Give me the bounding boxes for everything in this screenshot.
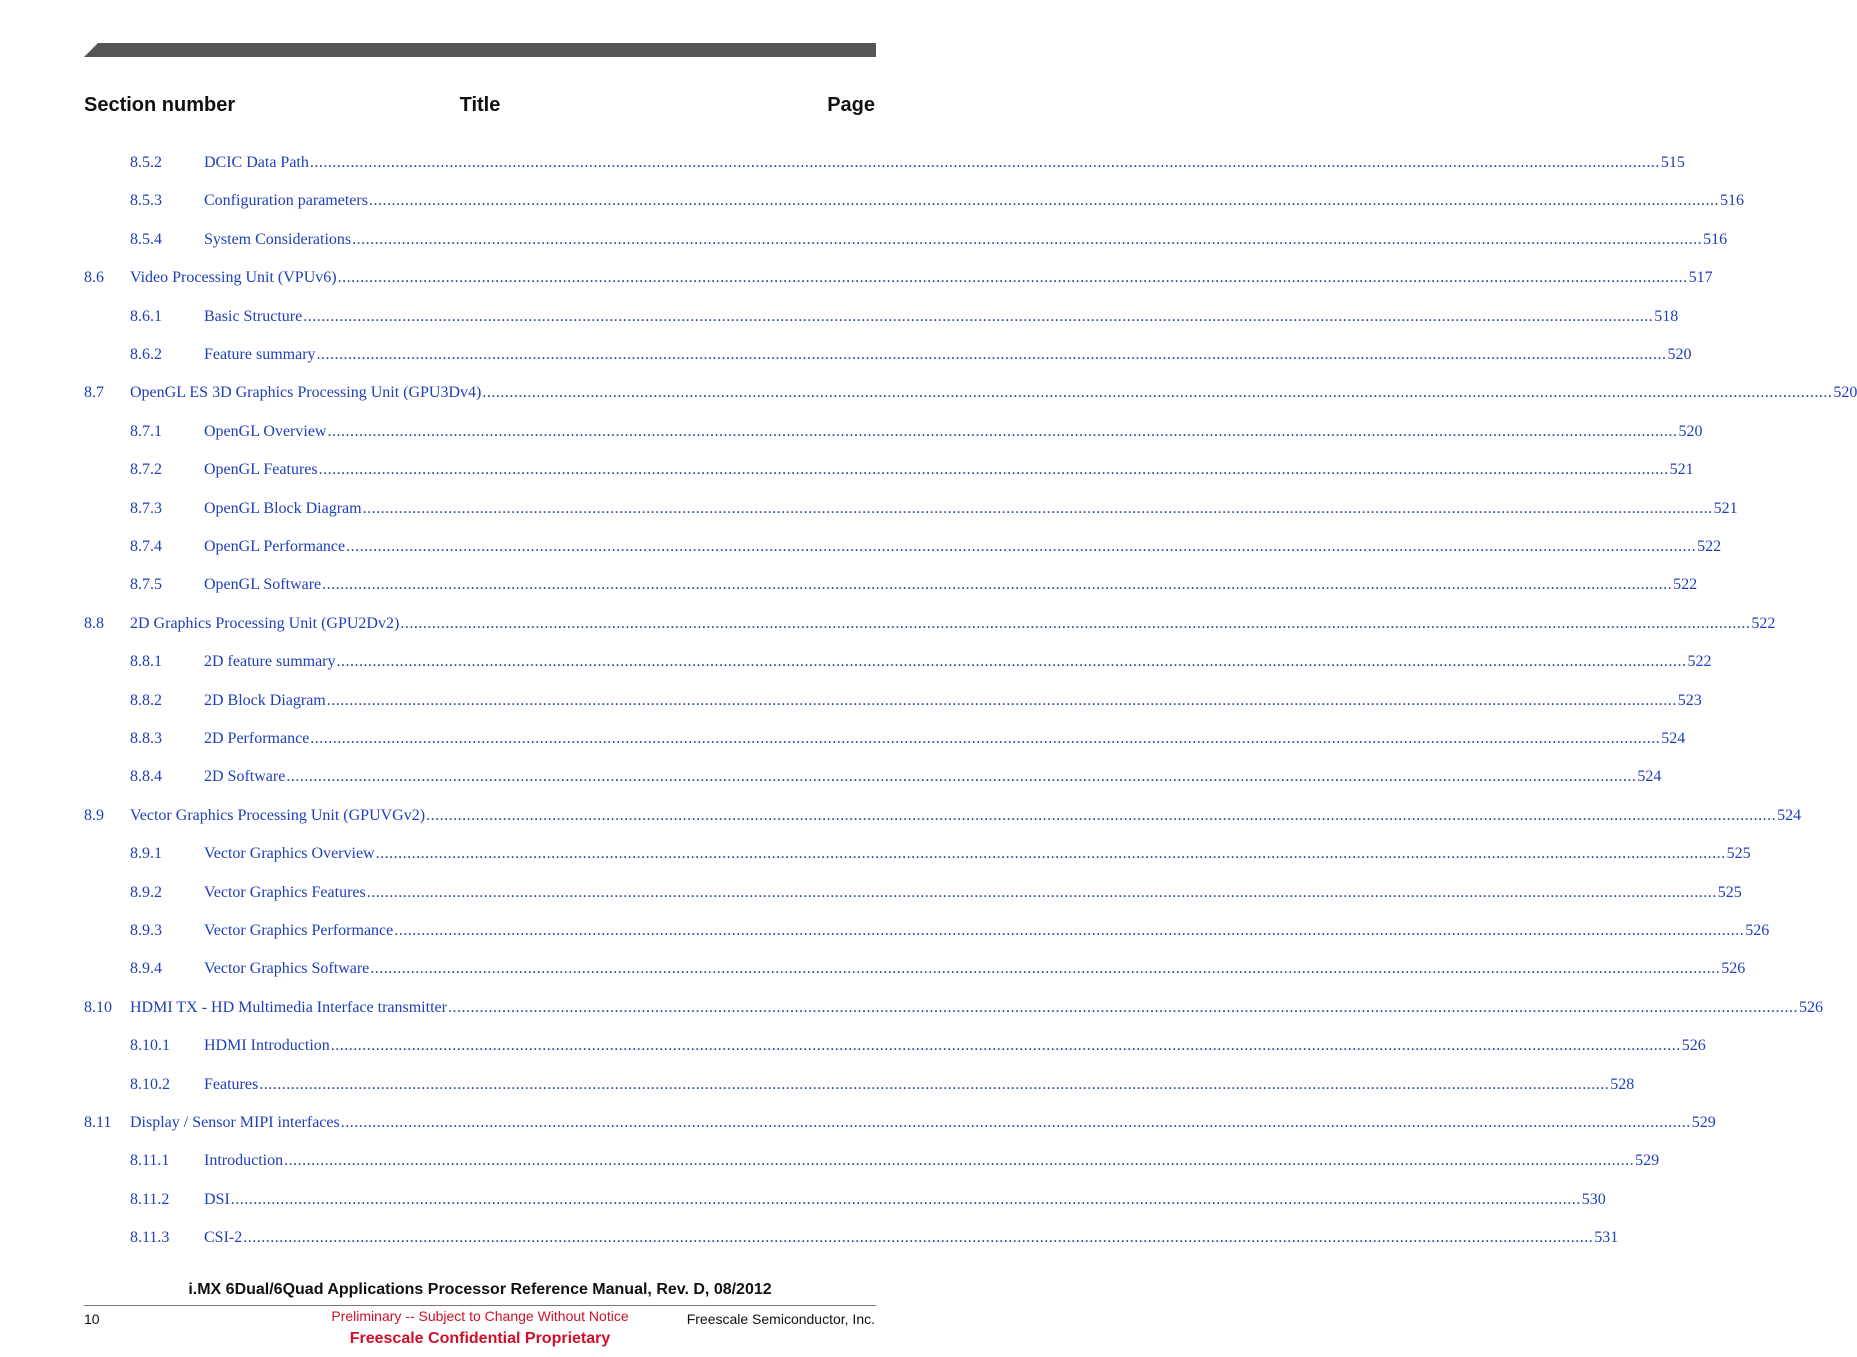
toc-entry-number: 8.7.2 [130,461,162,479]
toc-entry-number: 8.5.3 [130,192,162,210]
toc-entry-number: 8.11.1 [130,1152,170,1170]
toc-entry-number: 8.11.2 [130,1190,170,1208]
toc-entry-title: 2D Block Diagram [204,691,326,709]
toc-entry[interactable] [130,344,1692,366]
dot-leader: ............................................................................................................................................................................................................................................................................................................ [322,576,1673,594]
toc-entry-page: 526 [1745,922,1770,939]
toc-entry-page: 523 [1677,691,1702,709]
toc-entry-title: Vector Graphics Features [204,883,366,901]
toc-entry-title: OpenGL Software [204,576,322,594]
toc-entry-title: 2D Performance [204,730,310,747]
toc-entry-page: 524 [1777,806,1802,824]
toc-entry-title: Feature summary [204,346,316,363]
toc-entry-number: 8.11.3 [130,1229,170,1247]
toc-entry-title: DCIC Data Path [204,154,309,171]
toc-entry-title: OpenGL Performance [204,538,346,555]
dot-leader: ............................................................................................................................................................................................................................................................................................................ [447,998,1798,1016]
toc-entry-title: OpenGL ES 3D Graphics Processing Unit (GPU3Dv4) [130,384,482,402]
toc-entry[interactable] [130,421,1703,443]
toc-entry[interactable] [130,1074,1635,1096]
toc-entry-title: Video Processing Unit (VPUv6) [130,269,337,287]
toc-entry-number: 8.8 [84,614,104,632]
toc-entry-page: 530 [1581,1190,1606,1208]
toc-entry-page: 522 [1751,614,1776,632]
toc-entry-number: 8.7.5 [130,576,162,594]
toc-entry-title: OpenGL Overview [204,422,327,440]
confidential-notice: Freescale Confidential Proprietary [349,1330,611,1347]
toc-entry-title: 2D Graphics Processing Unit (GPU2Dv2) [130,614,400,632]
toc-entry-title: Vector Graphics Software [204,960,370,978]
toc-entry[interactable] [84,382,1857,404]
toc-entry-page: 520 [1667,346,1692,363]
toc-entry-title: 2D Software [204,768,286,786]
page-number: 10 [84,1311,100,1327]
toc-entry[interactable] [84,805,1802,827]
toc-entry[interactable] [84,267,1713,289]
toc-entry-title: Introduction [204,1152,284,1170]
toc-entry-page: 515 [1660,154,1685,171]
dot-leader: ............................................................................................................................................................................................................................................................................................................ [340,1114,1691,1131]
toc-entry-title: DSI [204,1190,230,1208]
toc-entry-page: 529 [1691,1114,1716,1131]
toc-entry-title: Vector Graphics Overview [204,845,375,863]
dot-leader: ............................................................................................................................................................................................................................................................................................................ [482,384,1833,402]
dot-leader: ............................................................................................................................................................................................................................................................................................................ [303,307,1654,325]
toc-entry-title: OpenGL Features [204,461,318,479]
toc-entry[interactable] [130,152,1685,174]
dot-leader: ............................................................................................................................................................................................................................................................................................................ [330,1037,1681,1055]
toc-entry-title: HDMI Introduction [204,1037,330,1055]
dot-leader: ............................................................................................................................................................................................................................................................................................................ [318,461,1669,479]
toc-entry-page: 521 [1713,499,1738,517]
toc-entry[interactable] [130,190,1744,212]
toc-entry-number: 8.7.1 [130,422,162,440]
dot-leader: ............................................................................................................................................................................................................................................................................................................ [286,768,1637,786]
toc-entry-title: System Considerations [204,230,352,248]
toc-entry-page: 531 [1594,1229,1619,1247]
dot-leader: ............................................................................................................................................................................................................................................................................................................ [327,422,1678,440]
dot-leader: ............................................................................................................................................................................................................................................................................................................ [326,691,1677,709]
toc-entry[interactable] [130,882,1742,904]
dot-leader: ............................................................................................................................................................................................................................................................................................................ [346,538,1697,555]
toc-entry-page: 516 [1719,192,1744,210]
toc-entry[interactable] [84,1112,1716,1134]
toc-entry-title: 2D feature summary [204,653,336,671]
toc-entry[interactable] [130,728,1686,750]
toc-entry-number: 8.6.1 [130,307,162,325]
toc-entry-number: 8.7.3 [130,499,162,517]
dot-leader: ............................................................................................................................................................................................................................................................................................................ [394,922,1745,939]
dot-leader: ............................................................................................................................................................................................................................................................................................................ [284,1152,1635,1170]
toc-entry[interactable] [130,498,1738,520]
toc-entry-number: 8.5.4 [130,230,162,248]
dot-leader: ............................................................................................................................................................................................................................................................................................................ [336,653,1687,671]
toc-entry-number: 8.9 [84,806,104,824]
header-bar [84,43,876,57]
toc-entry[interactable] [130,843,1751,865]
toc-entry-page: 528 [1610,1075,1635,1093]
toc-entry-number: 8.9.4 [130,960,162,978]
toc-entry-number: 8.8.3 [130,730,162,747]
toc-entry[interactable] [130,574,1698,596]
dot-leader: ............................................................................................................................................................................................................................................................................................................ [366,883,1717,901]
footer-divider [84,1305,876,1306]
dot-leader: ............................................................................................................................................................................................................................................................................................................ [368,192,1719,210]
section-number-heading: Section number [84,94,236,116]
toc-entry-page: 529 [1635,1152,1660,1170]
toc-entry-title: Configuration parameters [204,192,368,210]
toc-entry-title: HDMI TX - HD Multimedia Interface transmitter [130,998,447,1016]
toc-entry-number: 8.6.2 [130,346,162,363]
toc-entry-page: 524 [1637,768,1662,786]
toc-entry[interactable] [130,1227,1619,1249]
toc-entry-page: 518 [1654,307,1679,325]
toc-entry-page: 525 [1717,883,1742,901]
toc-entry-page: 522 [1673,576,1698,594]
toc-entry-number: 8.10.1 [130,1037,170,1055]
toc-entry-title: Display / Sensor MIPI interfaces [130,1114,340,1131]
title-heading: Title [459,94,501,116]
toc-entry[interactable] [130,1035,1706,1057]
toc-entry[interactable] [130,459,1694,481]
toc-entry-page: 521 [1669,461,1694,479]
toc-entry-page: 517 [1688,269,1713,287]
dot-leader: ............................................................................................................................................................................................................................................................................................................ [400,614,1751,632]
toc-entry-number: 8.6 [84,269,104,287]
toc-entry[interactable] [130,306,1679,328]
toc-entry[interactable] [130,651,1712,673]
toc-entry-title: OpenGL Block Diagram [204,499,362,517]
toc-entry-number: 8.10.2 [130,1075,170,1093]
dot-leader: ............................................................................................................................................................................................................................................................................................................ [375,845,1726,863]
toc-entry-number: 8.9.2 [130,883,162,901]
toc-entry[interactable] [130,958,1746,980]
toc-entry-number: 8.9.3 [130,922,162,939]
dot-leader: ............................................................................................................................................................................................................................................................................................................ [243,1229,1594,1247]
toc-entry-page: 520 [1833,384,1857,402]
dot-leader: ............................................................................................................................................................................................................................................................................................................ [316,346,1667,363]
toc-entry-number: 8.9.1 [130,845,162,863]
toc-entry-page: 524 [1661,730,1686,747]
toc-entry-title: Vector Graphics Performance [204,922,394,939]
dot-leader: ............................................................................................................................................................................................................................................................................................................ [370,960,1721,978]
toc-entry-title: Vector Graphics Processing Unit (GPUVGv2) [130,806,426,824]
dot-leader: ............................................................................................................................................................................................................................................................................................................ [259,1075,1610,1093]
toc-entry-title: CSI-2 [204,1229,243,1247]
toc-entry[interactable] [130,920,1770,942]
toc-entry-number: 8.7 [84,384,104,402]
dot-leader: ............................................................................................................................................................................................................................................................................................................ [352,230,1703,248]
dot-leader: ............................................................................................................................................................................................................................................................................................................ [309,154,1660,171]
toc-entry-page: 520 [1678,422,1703,440]
toc-entry-page: 526 [1681,1037,1706,1055]
toc-entry-number: 8.8.2 [130,691,162,709]
toc-entry[interactable] [130,1189,1606,1211]
toc-entry-number: 8.8.4 [130,768,162,786]
dot-leader: ............................................................................................................................................................................................................................................................................................................ [230,1190,1581,1208]
toc-entry-number: 8.5.2 [130,154,162,171]
toc-entry[interactable] [130,766,1662,788]
toc-entry-number: 8.7.4 [130,538,162,555]
page-heading: Page [827,94,875,116]
toc-entry-page: 525 [1726,845,1751,863]
toc-entry-page: 516 [1703,230,1728,248]
dot-leader: ............................................................................................................................................................................................................................................................................................................ [362,499,1713,517]
company-name: Freescale Semiconductor, Inc. [686,1311,875,1327]
toc-entry-page: 526 [1721,960,1746,978]
dot-leader: ............................................................................................................................................................................................................................................................................................................ [426,806,1777,824]
toc-entry[interactable] [130,229,1728,251]
preliminary-notice: Preliminary -- Subject to Change Without Notice [331,1308,629,1324]
toc-entry-title: Features [204,1075,259,1093]
toc-entry-number: 8.10 [84,998,112,1016]
toc-entry-number: 8.11 [84,1114,112,1131]
dot-leader: ............................................................................................................................................................................................................................................................................................................ [310,730,1661,747]
toc-entry[interactable] [130,536,1722,558]
toc-entry-page: 526 [1798,998,1823,1016]
manual-title: i.MX 6Dual/6Quad Applications Processor Reference Manual, Rev. D, 08/2012 [188,1281,772,1298]
dot-leader: ............................................................................................................................................................................................................................................................................................................ [337,269,1688,287]
toc-entry[interactable] [84,997,1823,1019]
toc-entry[interactable] [84,613,1776,635]
toc-entry[interactable] [130,1150,1660,1172]
toc-entry[interactable] [130,690,1702,712]
toc-entry-number: 8.8.1 [130,653,162,671]
toc-entry-page: 522 [1697,538,1722,555]
toc-entry-page: 522 [1687,653,1712,671]
toc-entry-title: Basic Structure [204,307,303,325]
